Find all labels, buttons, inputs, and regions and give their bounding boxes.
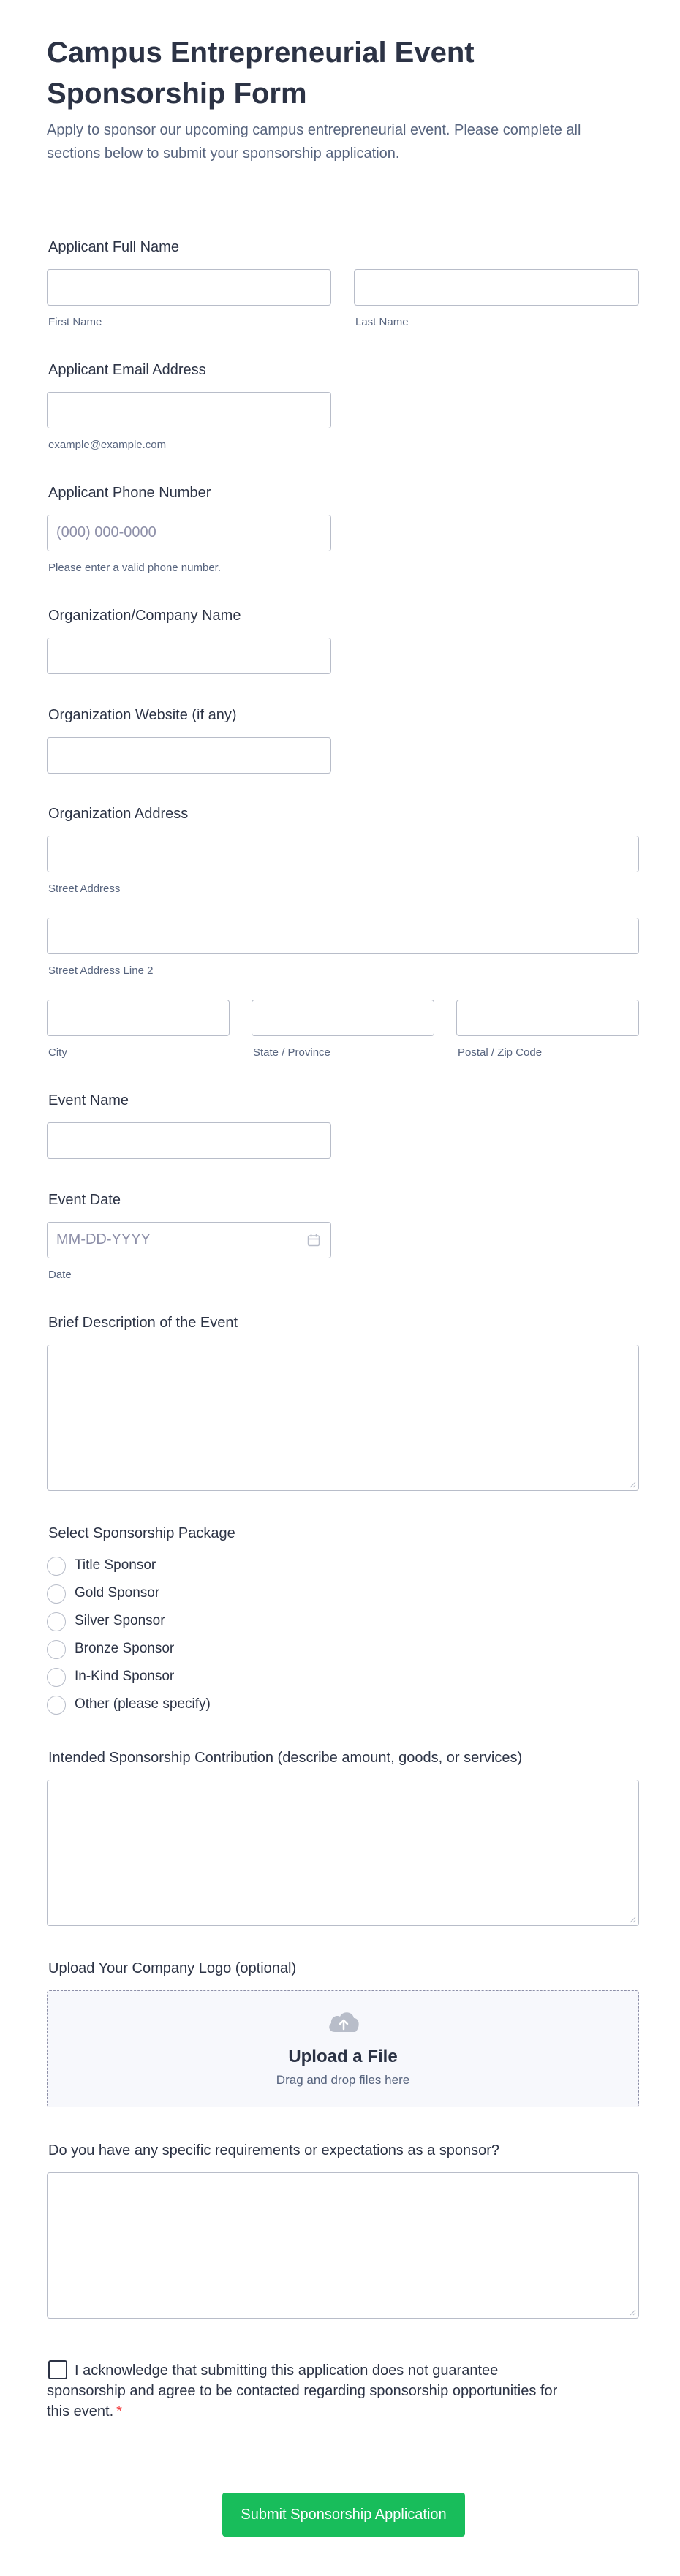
acknowledge-text <box>47 2360 581 2422</box>
resize-handle-icon[interactable] <box>629 1916 636 1923</box>
org-name-label: Organization/Company Name <box>48 608 241 624</box>
city-input[interactable] <box>47 1000 230 1036</box>
event-name-label: Event Name <box>48 1092 129 1108</box>
state-input[interactable] <box>252 1000 434 1036</box>
upload-title: Upload a File <box>288 2047 398 2066</box>
phone-sublabel: Please enter a valid phone number. <box>48 562 221 574</box>
radio-button[interactable] <box>47 1557 66 1576</box>
radio-button[interactable] <box>47 1584 66 1604</box>
form-title: Campus Entrepreneurial Event Sponsorship Form <box>47 37 475 110</box>
package-option-label: Gold Sponsor <box>75 1585 160 1601</box>
event-date-input[interactable] <box>47 1222 331 1258</box>
phone-placeholder: (000) 000-0000 <box>56 524 156 540</box>
package-option-label: Other (please specify) <box>75 1696 211 1712</box>
event-date-placeholder: MM-DD-YYYY <box>56 1231 151 1247</box>
phone-field[interactable] <box>47 515 331 551</box>
event-date-label: Event Date <box>48 1192 121 1208</box>
last-name-sublabel: Last Name <box>355 316 409 328</box>
radio-button[interactable] <box>47 1696 66 1715</box>
package-label: Select Sponsorship Package <box>48 1525 235 1541</box>
org-name-input[interactable] <box>47 638 331 674</box>
file-upload-dropzone[interactable] <box>47 1990 639 2107</box>
zip-input[interactable] <box>456 1000 639 1036</box>
acknowledge-label: I acknowledge that submitting this application does not guarantee sponsorship and agree to be contacted regarding sponsorship opportunities for this event. <box>47 2362 558 2420</box>
radio-button[interactable] <box>47 1640 66 1659</box>
event-description-label: Brief Description of the Event <box>48 1315 238 1331</box>
city-sublabel: City <box>48 1046 67 1059</box>
street-address-input[interactable] <box>47 836 639 872</box>
street-address-sublabel: Street Address <box>48 883 121 895</box>
package-option-label: Title Sponsor <box>75 1557 156 1573</box>
submit-button[interactable]: Submit Sponsorship Application <box>222 2493 465 2537</box>
contribution-textarea[interactable] <box>47 1780 639 1926</box>
event-date-sublabel: Date <box>48 1269 72 1281</box>
address-label: Organization Address <box>48 806 189 822</box>
package-option-label: Silver Sponsor <box>75 1613 165 1628</box>
calendar-icon[interactable] <box>307 1234 320 1247</box>
event-description-textarea[interactable] <box>47 1345 639 1491</box>
zip-sublabel: Postal / Zip Code <box>458 1046 543 1059</box>
event-name-input[interactable] <box>47 1122 331 1159</box>
required-mark: * <box>116 2403 122 2420</box>
phone-label: Applicant Phone Number <box>48 485 211 501</box>
resize-handle-icon[interactable] <box>629 1481 636 1488</box>
street-address-line2-input[interactable] <box>47 918 639 954</box>
last-name-input[interactable] <box>354 269 639 306</box>
form-header <box>0 0 680 203</box>
cloud-upload-icon <box>326 2007 361 2036</box>
email-field[interactable] <box>47 392 331 428</box>
package-option-label: In-Kind Sponsor <box>75 1669 175 1684</box>
requirements-textarea[interactable] <box>47 2172 639 2319</box>
form-description: Apply to sponsor our upcoming campus entrepreneurial event. Please complete all sections below to submit your sponsorship application. <box>47 122 581 162</box>
upload-subtitle: Drag and drop files here <box>276 2073 410 2087</box>
street-address-line2-sublabel: Street Address Line 2 <box>48 964 154 977</box>
email-sublabel: example@example.com <box>48 439 167 451</box>
resize-handle-icon[interactable] <box>629 2308 636 2316</box>
first-name-input[interactable] <box>47 269 331 306</box>
radio-button[interactable] <box>47 1612 66 1631</box>
requirements-label: Do you have any specific requirements or expectations as a sponsor? <box>48 2142 500 2158</box>
logo-upload-label: Upload Your Company Logo (optional) <box>48 1960 297 1976</box>
org-website-label: Organization Website (if any) <box>48 707 237 723</box>
package-option-label: Bronze Sponsor <box>75 1641 175 1656</box>
org-website-input[interactable] <box>47 737 331 774</box>
state-sublabel: State / Province <box>253 1046 330 1059</box>
radio-button[interactable] <box>47 1668 66 1687</box>
email-label: Applicant Email Address <box>48 362 206 378</box>
first-name-sublabel: First Name <box>48 316 102 328</box>
contribution-label: Intended Sponsorship Contribution (describe amount, goods, or services) <box>48 1750 523 1766</box>
full-name-label: Applicant Full Name <box>48 239 179 255</box>
